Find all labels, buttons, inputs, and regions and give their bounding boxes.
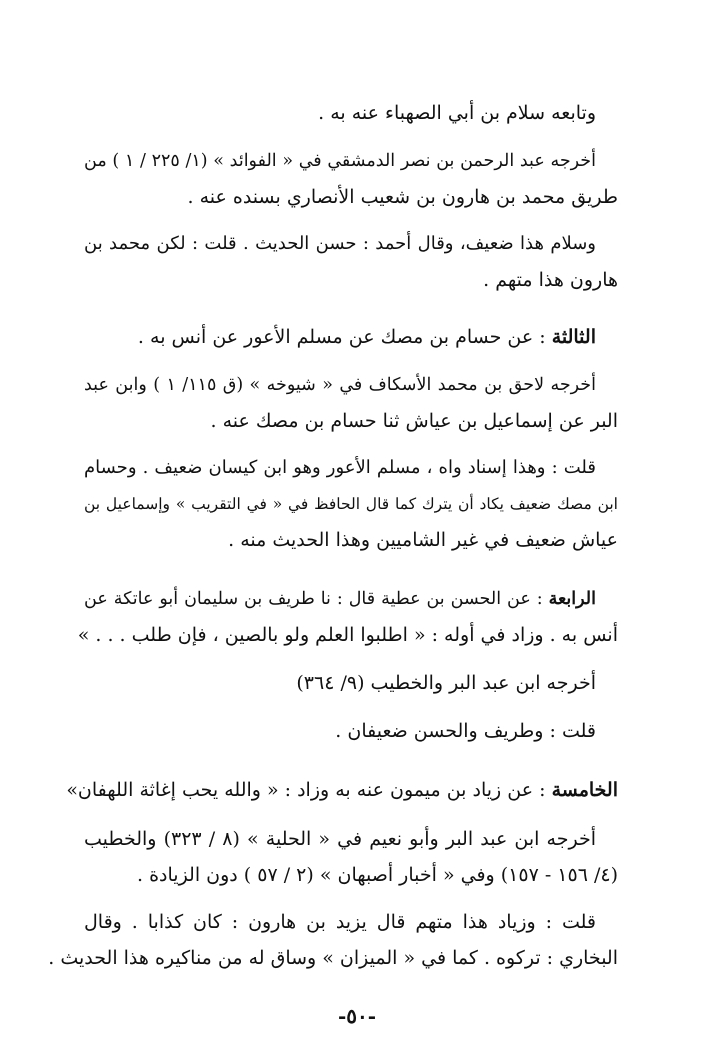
text-line: قلت : وزياد هذا متهم قال يزيد بن هارون : كان كذابا . وقال xyxy=(84,911,596,933)
text-line: قلت : وهذا إسناد واه ، مسلم الأعور وهو ابن كيسان ضعيف . وحسام xyxy=(84,457,596,478)
text-line: أخرجه ابن عبد البر وأبو نعيم في « الحلية » (٨ / ٣٢٣) والخطيب xyxy=(84,828,596,850)
text-line: أخرجه ابن عبد البر والخطيب (٩/ ٣٦٤) xyxy=(296,672,596,694)
text-line: هارون هذا متهم . xyxy=(483,269,618,291)
text-line: طريق محمد بن هارون بن شعيب الأنصاري بسنده عنه . xyxy=(187,186,618,208)
text-line: قلت : وطريف والحسن ضعيفان . xyxy=(335,720,596,742)
section-line xyxy=(66,775,618,805)
text-line: وتابعه سلام بن أبي الصهباء عنه به . xyxy=(318,102,596,124)
section-text: : عن زياد بن ميمون عنه به وزاد : « والله يحب إغاثة اللهفان» xyxy=(66,779,546,801)
section-heading: الرابعة xyxy=(548,589,596,609)
text-line: عياش ضعيف في غير الشاميين وهذا الحديث منه . xyxy=(228,529,618,551)
section-heading: الخامسة xyxy=(551,779,618,801)
text-line: البخاري : تركوه . كما في « الميزان » وساق له من مناكيره هذا الحديث . xyxy=(48,947,618,969)
section-text: : عن الحسن بن عطية قال : نا طريف بن سليمان أبو عاتكة عن xyxy=(84,589,543,609)
section-line xyxy=(84,584,596,614)
page-number: -٥٠- xyxy=(337,1004,377,1028)
text-line: أنس به . وزاد في أوله : « اطلبوا العلم ولو بالصين ، فإن طلب . . . » xyxy=(77,624,618,646)
text-line: ابن مصك ضعيف يكاد أن يترك كما قال الحافظ في « في التقريب » وإسماعيل بن xyxy=(84,495,618,513)
section-text: : عن حسام بن مصك عن مسلم الأعور عن أنس به . xyxy=(137,326,546,348)
text-line: وسلام هذا ضعيف، وقال أحمد : حسن الحديث . قلت : لكن محمد بن xyxy=(84,233,596,254)
section-heading: الثالثة xyxy=(551,326,596,348)
section-line xyxy=(138,322,596,352)
text-line: (٤/ ١٥٦ - ١٥٧) وفي « أخبار أصبهان » (٢ / ٥٧ ) دون الزيادة . xyxy=(137,864,618,886)
text-line: أخرجه لاحق بن محمد الأسكاف في « شيوخه » (ق ١١٥/ ١ ) وابن عبد xyxy=(84,375,596,395)
text-line: أخرجه عبد الرحمن بن نصر الدمشقي في « الفوائد » (١/ ٢٢٥ / ١ ) من xyxy=(84,151,596,171)
text-line: البر عن إسماعيل بن عياش ثنا حسام بن مصك عنه . xyxy=(210,410,618,432)
